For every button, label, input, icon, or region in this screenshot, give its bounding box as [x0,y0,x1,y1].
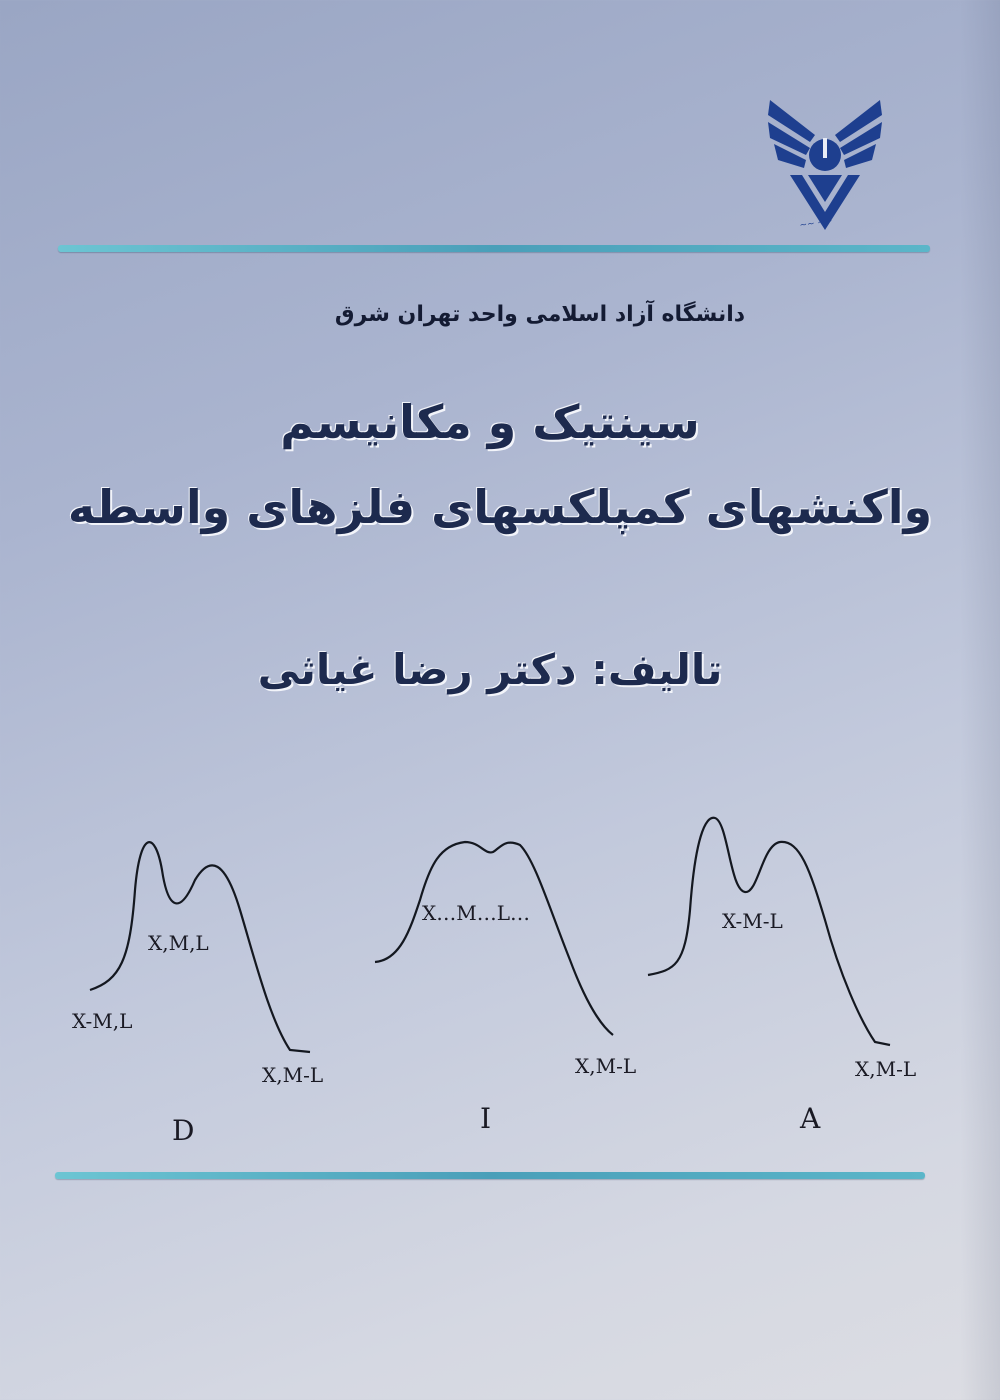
diagram-A-mid-label: X-M-L [722,909,783,933]
diagram-D-right-label: X,M-L [262,1063,324,1087]
diagram-D-caption: D [172,1114,195,1147]
university-name: دانشگاه آزاد اسلامی واحد تهران شرق [334,302,746,327]
author-credit: تالیف: دکتر رضا غیاثی [257,645,723,694]
diagram-D-mid-label: X,M,L [148,931,209,955]
mechanism-energy-diagrams [0,760,1000,1160]
top-divider [58,245,930,252]
diagram-A-caption: A [800,1102,821,1135]
diagram-I-mid-label: X…M…L… [422,901,530,925]
book-title-line-1: سینتیک و مکانیسم [280,395,700,449]
diagram-D-left-label: X-M,L [72,1009,133,1033]
diagram-I-right-label: X,M-L [575,1054,637,1078]
university-logo-icon [760,80,890,240]
svg-text:~~ ~~: ~~ ~~ [799,216,834,231]
curve-I [375,842,613,1035]
diagram-A-right-label: X,M-L [855,1057,917,1081]
bottom-divider [55,1172,925,1179]
book-title-line-2: واکنشهای کمپلکسهای فلزهای واسطه [67,480,933,534]
diagram-I-caption: I [480,1102,492,1135]
page-edge-shade [960,0,1000,1400]
